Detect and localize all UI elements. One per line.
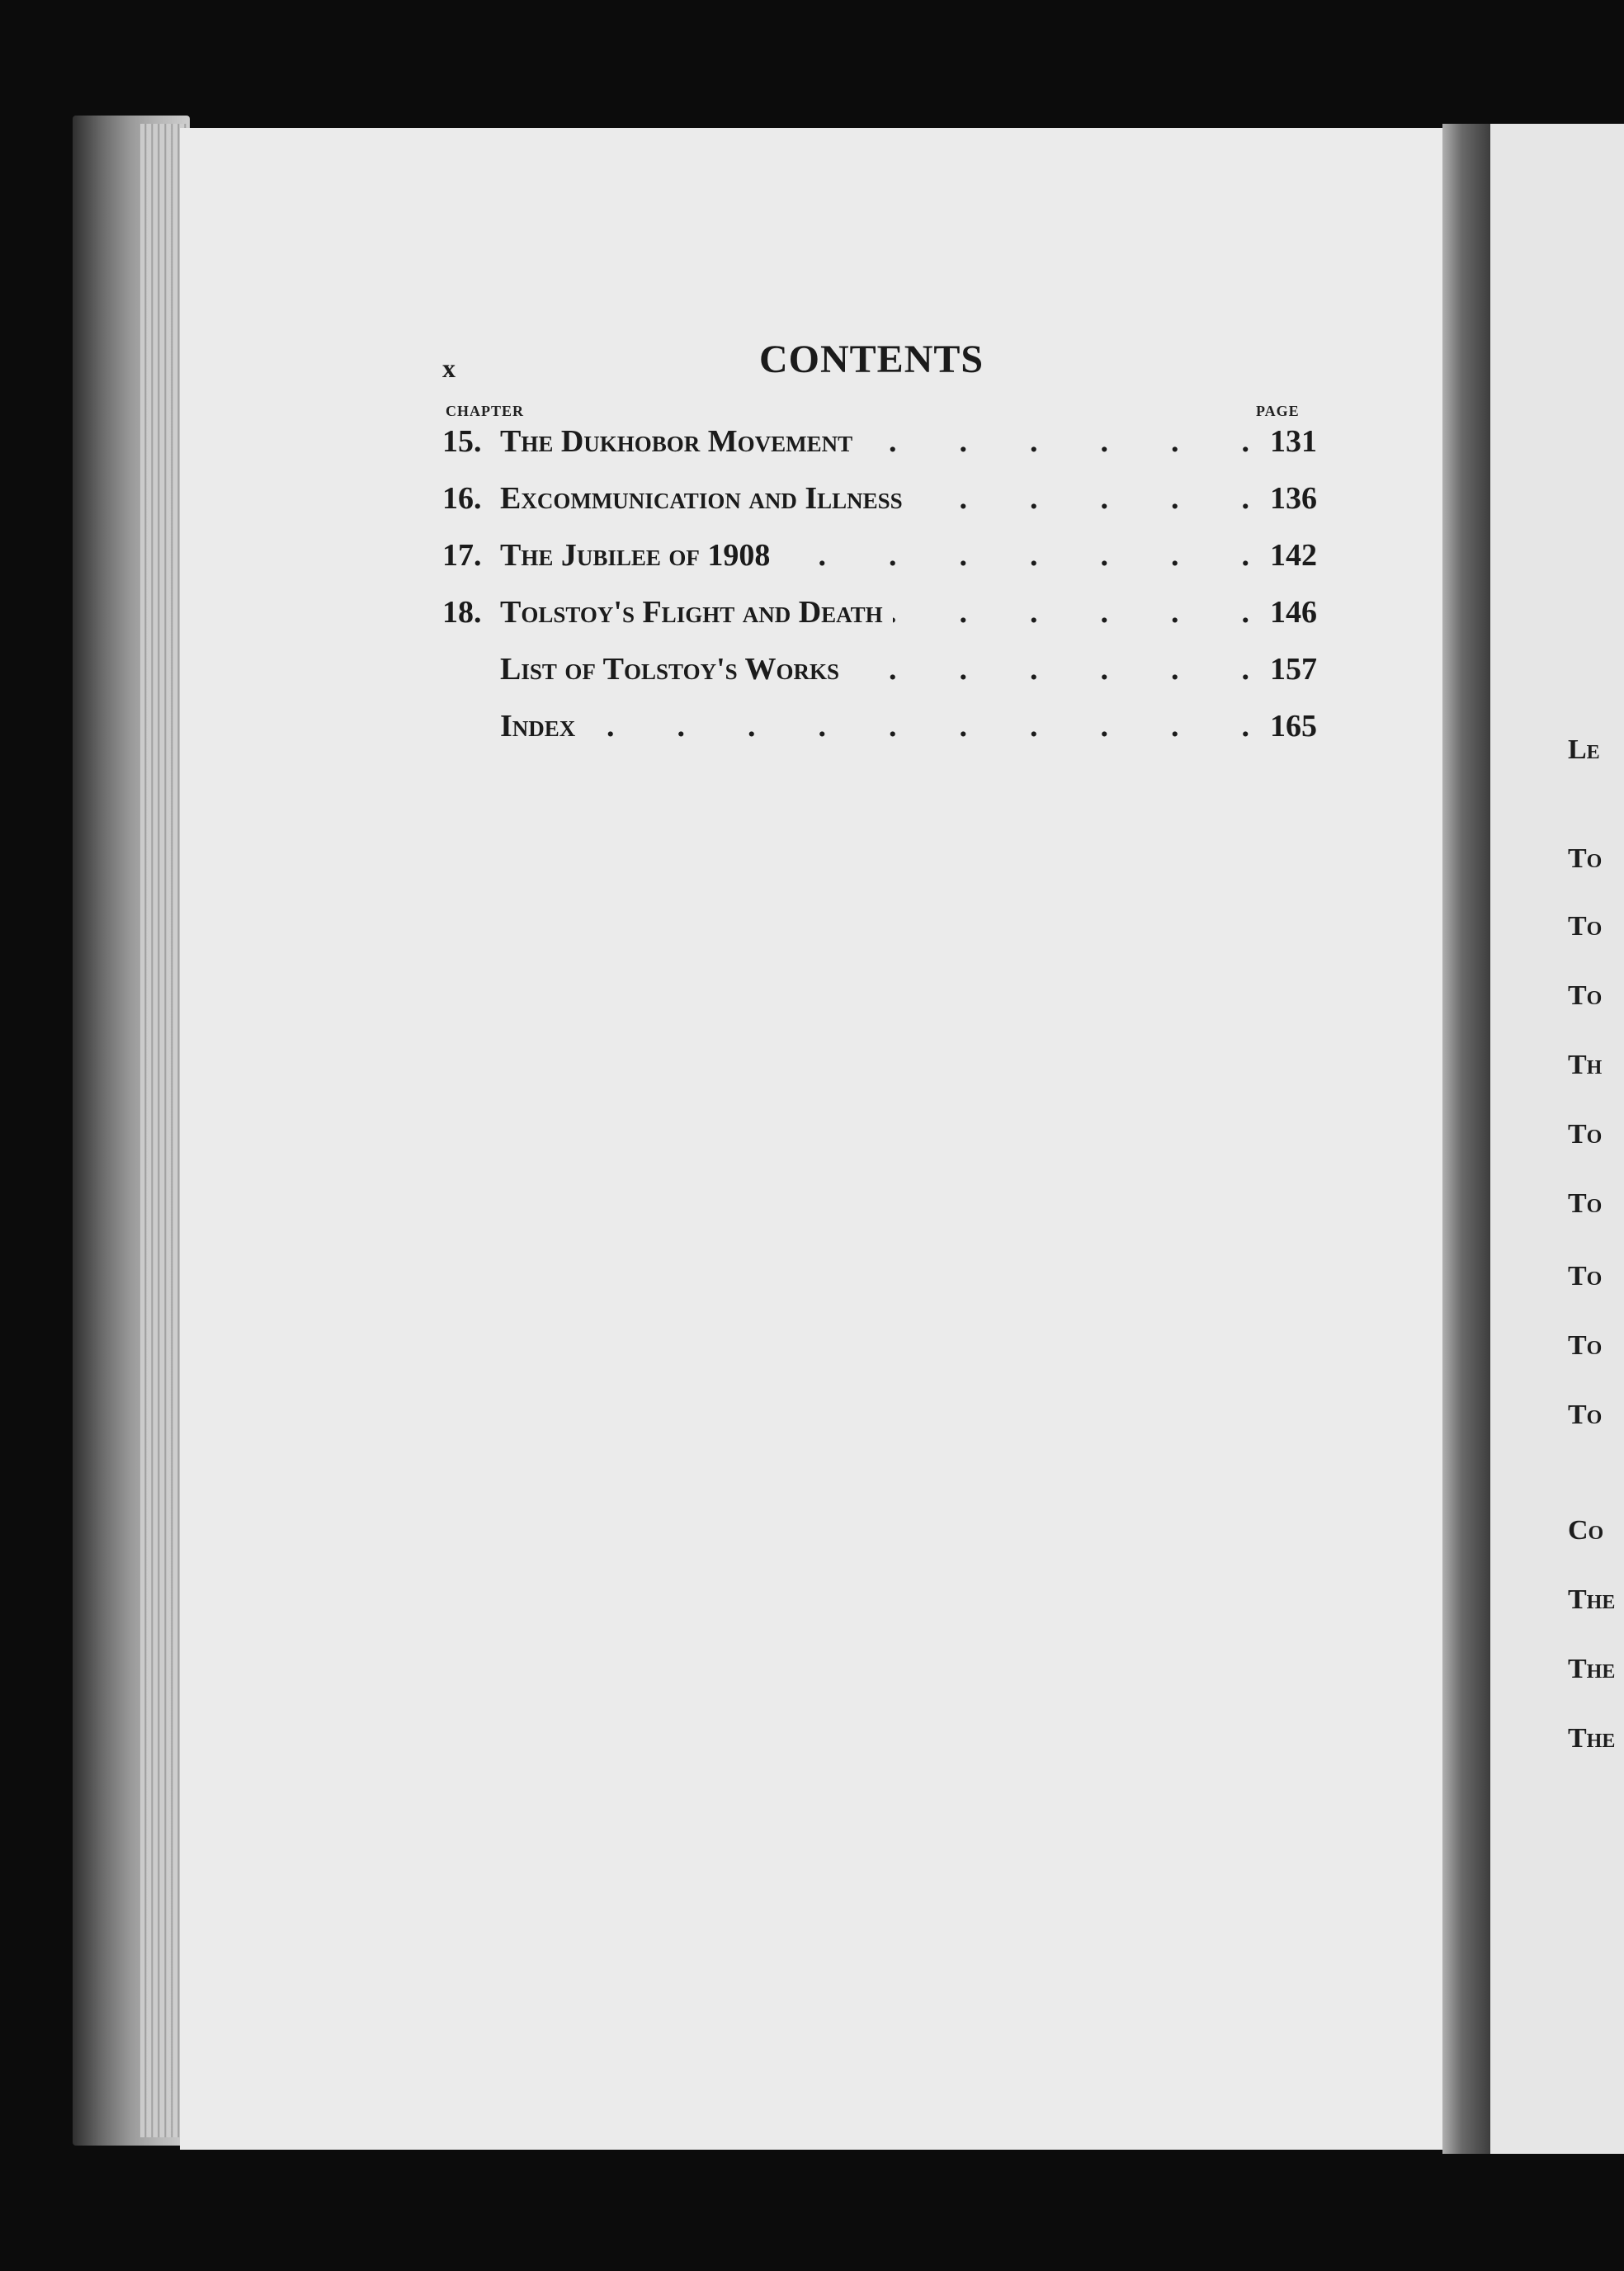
toc-entry: [442, 413, 1317, 470]
right-page-fragment: Co: [1568, 1517, 1604, 1545]
toc-leader-dots: [849, 651, 1249, 687]
right-page-fragment: To: [1568, 1332, 1603, 1360]
right-page-fragment: The: [1568, 1586, 1616, 1614]
toc-page-number: 165: [1270, 708, 1317, 744]
toc-page-number: 146: [1270, 594, 1317, 630]
toc-leader-dots: [585, 708, 1249, 744]
right-page-fragment: The: [1568, 1725, 1616, 1753]
book-gutter: [1442, 124, 1490, 2154]
toc-entry: [442, 583, 1317, 640]
toc-leader-dots: [893, 594, 1249, 630]
right-page-fragment: Le: [1568, 736, 1600, 764]
toc-entry: [442, 470, 1317, 526]
toc-leader-dots: [780, 537, 1249, 574]
toc-leader-dots: [913, 480, 1249, 517]
right-page-fragment: Th: [1568, 1051, 1603, 1079]
right-page-fragment: To: [1568, 1121, 1603, 1149]
toc-chapter-title: Index: [500, 708, 576, 744]
toc-chapter-title: The Dukhobor Movement: [500, 423, 853, 459]
toc-leader-dots: [862, 423, 1249, 460]
page-folio: x: [442, 353, 456, 383]
table-of-contents: [442, 413, 1317, 754]
toc-entry: [442, 697, 1317, 754]
right-page-fragment: To: [1568, 845, 1603, 873]
toc-chapter-number: 17.: [442, 537, 482, 573]
toc-page-number: 142: [1270, 537, 1317, 573]
right-page-fragment: To: [1568, 1401, 1603, 1429]
toc-entry: [442, 526, 1317, 583]
toc-page-number: 131: [1270, 423, 1317, 459]
toc-page-number: 136: [1270, 480, 1317, 516]
toc-chapter-number: 18.: [442, 594, 482, 630]
toc-chapter-title: The Jubilee of 1908: [500, 537, 771, 573]
right-page-fragment: The: [1568, 1655, 1616, 1683]
toc-chapter-number: 15.: [442, 423, 482, 459]
toc-page-number: 157: [1270, 651, 1317, 687]
right-page-fragment: To: [1568, 1190, 1603, 1218]
page-column-label: PAGE: [1256, 403, 1300, 419]
toc-chapter-title: Excommunication and Illness: [500, 480, 903, 516]
toc-chapter-title: Tolstoy's Flight and Death: [500, 594, 883, 630]
right-page-fragment: To: [1568, 1263, 1603, 1291]
page-title: CONTENTS: [759, 338, 984, 381]
right-page-fragment: To: [1568, 913, 1603, 941]
toc-chapter-title: List of Tolstoy's Works: [500, 651, 839, 687]
toc-chapter-number: 16.: [442, 480, 482, 516]
chapter-column-label: CHAPTER: [446, 403, 525, 419]
toc-entry: [442, 640, 1317, 697]
right-page-fragment: To: [1568, 982, 1603, 1010]
